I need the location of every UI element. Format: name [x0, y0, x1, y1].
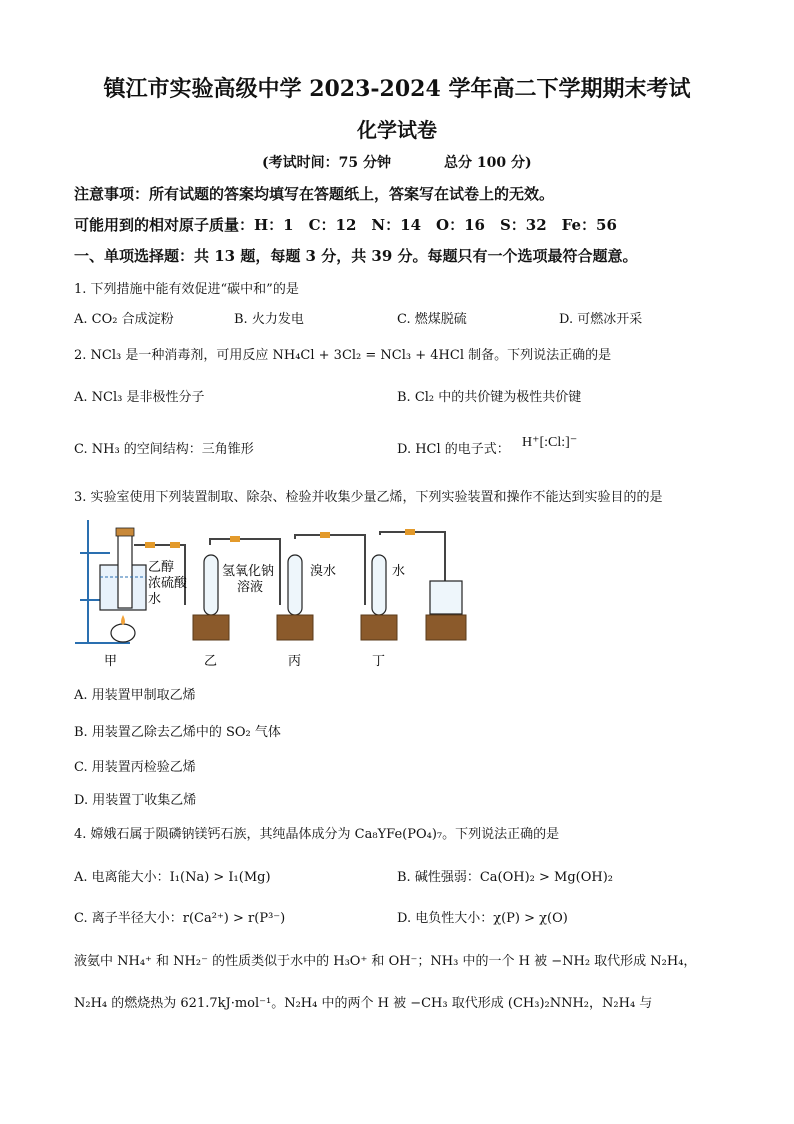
q3-option-c: C. 用装置丙检验乙烯	[74, 760, 196, 775]
q3-option-d: D. 用装置丁收集乙烯	[74, 793, 197, 808]
q4-option-b: B. 碱性强弱：Ca(OH)₂ > Mg(OH)₂	[397, 870, 614, 885]
collection-beaker	[426, 581, 466, 640]
q1-option-c: C. 燃煤脱硫	[397, 312, 467, 327]
q4-option-d: D. 电负性大小：χ(P) > χ(O)	[397, 911, 568, 926]
q1-option-a: A. CO₂ 合成淀粉	[74, 312, 174, 327]
q3-option-b: B. 用装置乙除去乙烯中的 SO₂ 气体	[74, 725, 281, 740]
q4-option-a: A. 电离能大小：I₁(Na) > I₁(Mg)	[74, 870, 271, 885]
label-solution: 溶液	[237, 580, 264, 595]
label-ding: 丁	[372, 654, 386, 669]
notice: 注意事项：所有试题的答案均填写在答题纸上，答案写在试卷上的无效。	[74, 185, 555, 203]
label-naoh: 氢氧化钠	[222, 564, 275, 579]
q4-stem: 4. 嫦娥石属于陨磷钠镁钙石族，其纯晶体成分为 Ca₈YFe(PO₄)₇。下列说法正确的是	[74, 827, 560, 842]
label-bing: 丙	[288, 654, 302, 669]
passage-line-1: 液氨中 NH₄⁺ 和 NH₂⁻ 的性质类似于水中的 H₃O⁺ 和 OH⁻；NH₃ 中的一个 H 被 −NH₂ 取代形成 N₂H₄，	[74, 954, 697, 969]
q2-option-b: B. Cl₂ 中的共价键为极性共价键	[397, 390, 582, 405]
apparatus-diagram	[70, 515, 470, 670]
q1-option-b: B. 火力发电	[234, 312, 304, 327]
label-ethanol: 乙醇	[148, 560, 175, 575]
q3-option-a: A. 用装置甲制取乙烯	[74, 688, 196, 703]
exam-subtitle: 化学试卷	[357, 118, 437, 142]
q2-option-d: D. HCl 的电子式：	[397, 442, 510, 457]
label-yi: 乙	[204, 654, 218, 669]
section-heading: 一、单项选择题：共 13 题，每题 3 分，共 39 分。每题只有一个选项最符合题意。	[74, 247, 638, 265]
q1-option-d: D. 可燃冰开采	[559, 312, 643, 327]
atomic-mass: 可能用到的相对原子质量：H：1 C：12 N：14 O：16 S：32 Fe：56	[74, 216, 617, 234]
beaker-water-bath	[100, 528, 146, 610]
alcohol-lamp	[111, 615, 135, 642]
q3-stem: 3. 实验室使用下列装置制取、除杂、检验并收集少量乙烯，下列实验装置和操作不能达到实验目的的是	[74, 490, 663, 505]
label-water-jia: 水	[148, 592, 162, 607]
exam-time: (考试时间：75 分钟	[262, 155, 391, 171]
label-water-ding: 水	[392, 564, 406, 579]
q2-option-c: C. NH₃ 的空间结构：三角锥形	[74, 442, 254, 457]
passage-line-2: N₂H₄ 的燃烧热为 621.7kJ·mol⁻¹。N₂H₄ 中的两个 H 被 −CH₃ 取代形成 (CH₃)₂NNH₂，N₂H₄ 与	[74, 996, 653, 1011]
q1-stem: 1. 下列措施中能有效促进“碳中和”的是	[74, 282, 299, 297]
q2-electron-formula: H⁺[:Cl:]⁻	[522, 435, 578, 450]
q2-option-a: A. NCl₃ 是非极性分子	[74, 390, 205, 405]
total-score: 总分 100 分)	[444, 155, 532, 171]
label-sulfuric-acid: 浓硫酸	[148, 576, 188, 591]
exam-title: 镇江市实验高级中学 2023-2024 学年高二下学期期末考试	[103, 76, 691, 102]
q4-option-c: C. 离子半径大小：r(Ca²⁺) > r(P³⁻)	[74, 911, 286, 926]
test-tube-bing	[277, 555, 313, 640]
q2-stem: 2. NCl₃ 是一种消毒剂，可用反应 NH₄Cl + 3Cl₂ = NCl₃ + 4HCl 制备。下列说法正确的是	[74, 348, 612, 363]
label-bromine-water: 溴水	[310, 564, 337, 579]
label-jia: 甲	[104, 654, 118, 669]
